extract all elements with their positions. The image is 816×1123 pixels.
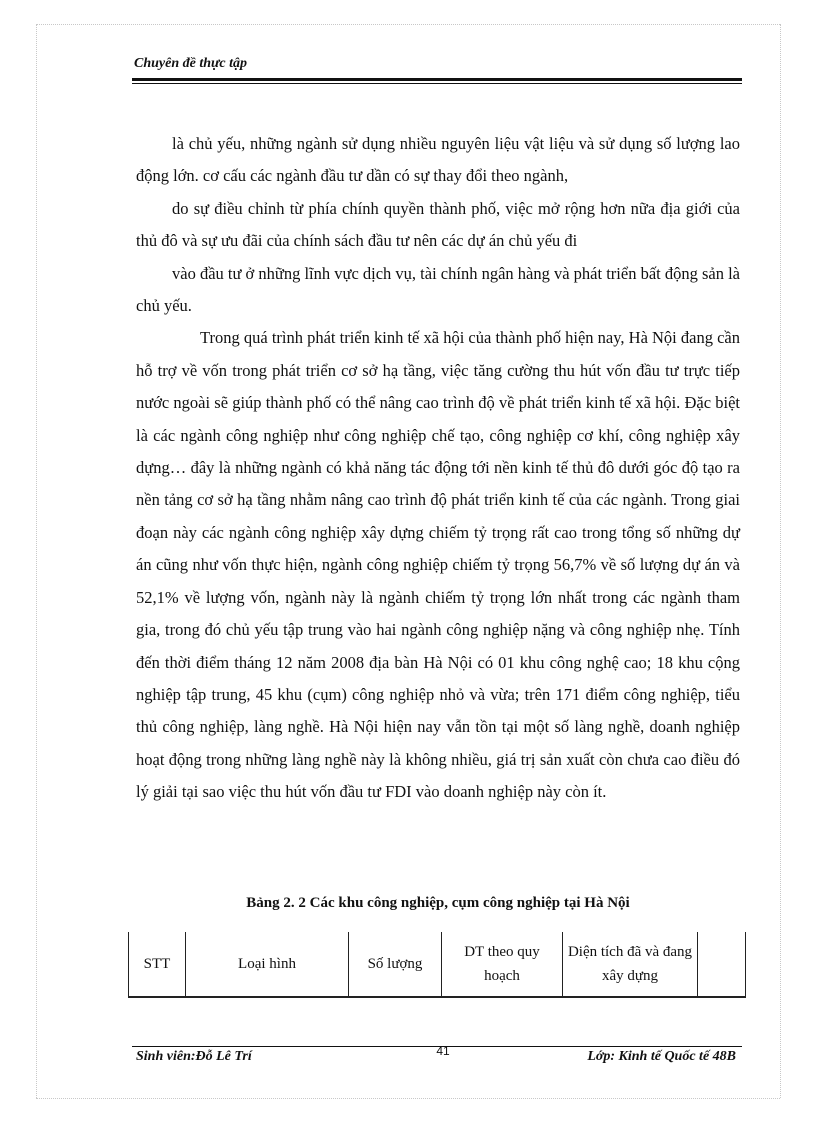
column-header-built-area: Diện tích đã và đang xây dựng [563,932,698,997]
column-header-stt: STT [129,932,186,997]
page-border-left [36,24,37,1098]
page-border-top [36,24,780,25]
column-header-type: Loại hình [186,932,349,997]
page-border-bottom [36,1098,780,1099]
page-border-right [780,24,781,1098]
column-header-planned-area: DT theo quy hoạch [442,932,563,997]
body-text [136,128,740,809]
paragraph: do sự điều chỉnh từ phía chính quyền thành phố, việc mở rộng hơn nữa địa giới của thủ đô và sự ưu đãi của chính sách đầu tư nên các dự án chủ yếu đi [136,198,740,251]
header-title: Chuyên đề thực tập [134,56,248,71]
header-rule-thin [132,83,742,84]
footer-class: Lớp: Kinh tế Quốc tế 48B [587,1049,736,1064]
industrial-zones-table [128,932,746,998]
paragraph: là chủ yếu, những ngành sử dụng nhiều nguyên liệu vật liệu và sử dụng số lượng lao động lớn. cơ cấu các ngành đầu tư dần có sự thay đổi theo ngành, [136,134,740,186]
paragraph: Trong quá trình phát triển kinh tế xã hội của thành phố hiện nay, Hà Nội đang cần hỗ trợ về vốn trong phát triển cơ sở hạ tầng, việc tăng cường thu hút vốn đầu tư trực tiếp nước ngoài sẽ giúp thành phố có thể nâng cao trình độ về phát triển kinh tế xã hội. Đặc biệt là các ngành công nghiệp như công nghiệp chế tạo, công nghiệp cơ khí, công nghiệp xây dựng… đây là những ngành có khả năng tác động tới nền kinh tế thủ đô dưới góc độ tạo ra nền tảng cơ sở hạ tầng nhằm nâng cao trình độ phát triển kinh tế của các ngành. Trong giai đoạn này các ngành công nghiệp xây dựng chiếm tỷ trọng rất cao trong tổng số những dự án cũng như vốn thực hiện, ngành công nghiệp chiếm tỷ trọng 56,7% về số lượng dự án và 52,1% về lượng vốn, ngành này là ngành chiếm tỷ trọng lớn nhất trong các ngành tham gia, trong đó chủ yếu tập trung vào hai ngành công nghiệp nặng và công nghiệp nhẹ. Tính đến thời điểm tháng 12 năm 2008 địa bàn Hà Nội có 01 khu công nghệ cao; 18 khu cộng nghiệp tập trung, 45 khu (cụm) công nghiệp nhỏ và vừa; trên 171 điểm công nghiệp, tiểu thủ công nghiệp, làng nghề. Hà Nội hiện nay vẫn tồn tại một số làng nghề, doanh nghiệp hoạt động trong những làng nghề này là không nhiều, giá trị sản xuất còn chưa cao điều đó lý giải tại sao việc thu hút vốn đầu tư FDI vào doanh nghiệp này còn ít. [136,328,740,802]
column-header-quantity: Số lượng [349,932,442,997]
table-header-row [129,932,746,997]
paragraph: vào đầu tư ở những lĩnh vực dịch vụ, tài chính ngân hàng và phát triển bất động sản là chủ yếu. [136,263,741,316]
header-rule [132,78,742,81]
column-header-extra [698,932,746,997]
table-caption: Bảng 2. 2 Các khu công nghiệp, cụm công nghiệp tại Hà Nội [246,895,630,911]
page-number: 41 [436,1044,450,1058]
footer-student: Sinh viên:Đỗ Lê Trí [136,1049,252,1064]
